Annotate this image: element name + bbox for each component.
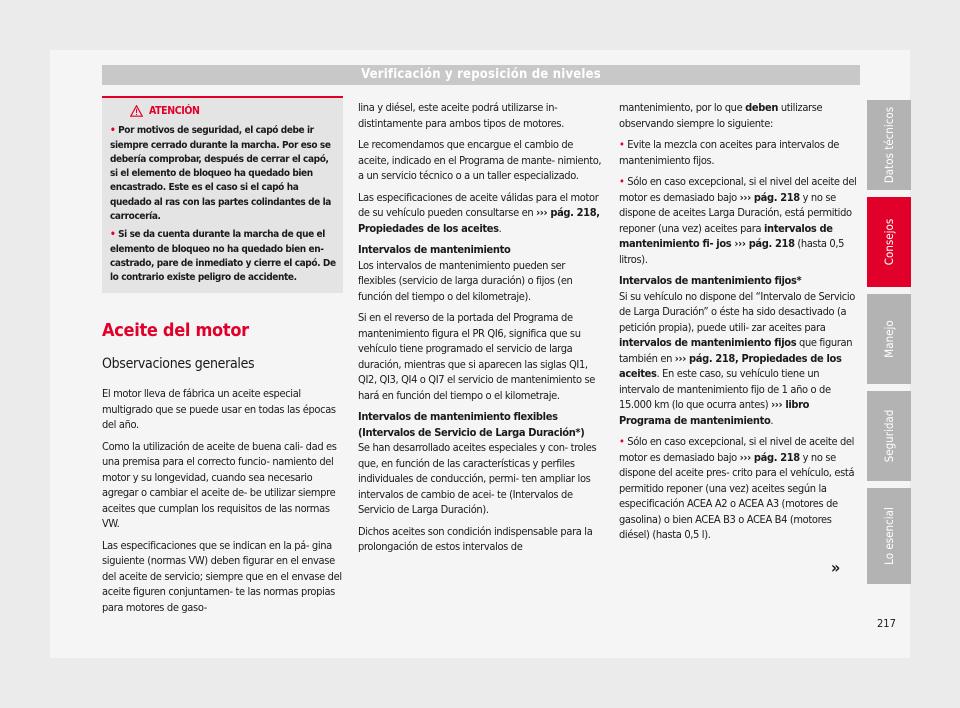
section-subtitle: Observaciones generales [102,356,255,372]
paragraph: Le recomendamos que encargue el cambio de aceite, indicado en el Programa de mante- nimiento, a un servicio técnico o a un taller especializado. [358,138,602,182]
text-run: Las especificaciones de aceite válidas para el motor de su vehículo pueden consultarse en [358,190,599,219]
paragraph: lina y diésel, este aceite podrá utilizarse in- distintamente para ambos tipos de motores. [358,101,565,130]
warning-triangle-icon [130,105,143,117]
text-run: Sólo en caso excepcional, si el nivel del aceite del motor es demasiado bajo [619,175,857,204]
paragraph [358,190,603,237]
page-link[interactable]: ››› pág. 218, Propiedades de los aceites [619,351,842,380]
section-title: Aceite del motor [102,320,249,341]
paragraph: Se han desarrollado aceites especiales y con- troles que, en función de las características y perfiles individuales de conducción, permi- ten ampliar los intervalos de cambio de acei- te (Intervalos de Servicio de Larga Duración). [358,441,597,516]
text-run: Sólo en caso excepcional, si el nivel de aceite del motor es demasiado bajo [619,435,855,464]
subheading: Intervalos de mantenimiento [358,243,511,256]
subheading: Intervalos de mantenimiento flexibles (Intervalos de Servicio de Larga Duración*) [358,410,585,439]
bullet-icon: • [619,435,628,448]
text-run: que figuran también en [619,336,853,365]
text-run: . [770,413,774,427]
bullet-icon: • [110,229,119,241]
tab-label: Datos técnicos [882,106,896,184]
warning-item [110,228,337,285]
tab-manejo[interactable] [867,294,911,384]
book-link[interactable]: ››› libro Programa de mantenimiento [619,398,810,427]
page-link[interactable]: ››› pág. 218, Propiedades de los aceites [358,206,600,235]
column-1 [102,386,345,621]
emphasis: deben [745,101,779,114]
subheading: Intervalos de mantenimiento fijos* [619,274,802,287]
tab-label: Consejos [882,218,896,266]
bullet-icon: • [110,125,119,137]
text-run: . [498,221,502,235]
tab-datos-tecnicos[interactable] [867,100,911,190]
warning-item-text: Por motivos de seguridad, el capó debe ir siempre cerrado durante la marcha. Por eso se debería comprobar, después de cerrar el capó, si el elemento de bloqueo ha quedado bien encastrado. Este es el caso si el capó ha quedado al ras con las partes colindantes de la carrocería. [110,125,331,223]
bullet-item [619,137,860,168]
tab-label: Seguridad [882,409,896,463]
paragraph: Como la utilización de aceite de buena cali- dad es una premisa para el correcto funcio- namiento del motor y su longevidad, cuando sea necesario agregar o cambiar el aceite de- be utilizar siempre aceites que cumplan los requisitos de las normas VW. [102,439,337,530]
warning-item [110,124,337,224]
page-number: 217 [877,617,896,630]
tab-consejos[interactable] [867,197,911,287]
paragraph: Las especificaciones que se indican en la pá- gina siguiente (normas VW) deben figurar en el envase del aceite de servicio; siempre que en el envase del aceite figuren conjuntamen- te las normas propias para motores de gaso- [102,538,342,614]
tab-seguridad[interactable] [867,391,911,481]
text-run: (hasta 0,5 litros). [619,237,845,266]
page-link[interactable]: ››› pág. 218 [739,450,800,464]
continue-arrow-icon: » [831,558,841,577]
warning-item-text: Si se da cuenta durante la marcha de que el elemento de bloqueo no ha quedado bien en- castrado, pare de inmediato y cierre el capó. De lo contrario existe peligro de accidente. [110,229,336,284]
tab-label: Manejo [882,320,896,358]
emphasis: intervalos de mantenimiento fijos [619,336,797,349]
text-run: utilizarse observando siempre lo siguiente: [619,101,823,130]
warning-title [130,104,343,118]
page-header-title: Verificación y reposición de niveles [102,65,860,85]
tab-lo-esencial[interactable] [867,488,911,584]
paragraph: Dichos aceites son condición indispensable para la prolongación de estos intervalos de [358,524,593,553]
text-run: . En este caso, su vehículo tiene un intervalo de mantenimiento fijo de 1 año o de 15.000 km (lo que ocurra antes) [619,367,831,411]
paragraph: Si en el reverso de la portada del Programa de mantenimiento figura el PR QI6, significa que su vehículo tiene programado el servicio de larga duración, mientras que si aparecen las siglas QI1, QI2, QI3, QI4 o QI7 el servicio de mantenimiento se hará en función del tiempo o el kilometraje. [358,311,596,402]
paragraph [619,289,860,429]
column-2 [358,100,603,561]
paragraph: El motor lleva de fábrica un aceite especial multigrado que se puede usar en todas las épocas del año. [102,387,336,431]
text-run: y no se dispone del aceite pres- crito para el vehículo, está permitido reponer (una vez) aceites según la especificación ACEA A2 o ACEA A3 (motores de gasolina) o bien ACEA B3 o ACEA B4 (motores diésel) (hasta 0,5 l). [619,450,855,541]
paragraph [619,100,860,131]
tab-label: Lo esencial [882,507,896,565]
page-link[interactable]: ››› pág. 218 [739,190,800,204]
bullet-icon: • [619,175,628,188]
text-run: mantenimiento, por lo que [619,101,746,114]
bullet-icon: • [619,138,628,151]
column-3 [619,100,860,549]
text-run: Si su vehículo no dispone del “Intervalo de Servicio de Larga Duración” o éste ha sido desactivado (a petición propia), puede utili- zar aceites para [619,289,855,334]
text-run: y no se dispone de aceites Larga Duración, está permitido reponer (una vez) aceites para [619,190,852,235]
bullet-item [619,174,860,267]
warning-title-text: ATENCIÓN [149,105,200,117]
text-run: Evite la mezcla con aceites para intervalos de mantenimiento fijos. [619,138,840,167]
page-link[interactable]: intervalos de mantenimiento fi- jos ››› pág. 218 [619,221,833,250]
warning-box [102,96,343,293]
paragraph: Los intervalos de mantenimiento pueden ser flexibles (servicio de larga duración) o fijos (en función del tiempo o del kilometraje). [358,258,573,303]
bullet-item [619,434,860,543]
